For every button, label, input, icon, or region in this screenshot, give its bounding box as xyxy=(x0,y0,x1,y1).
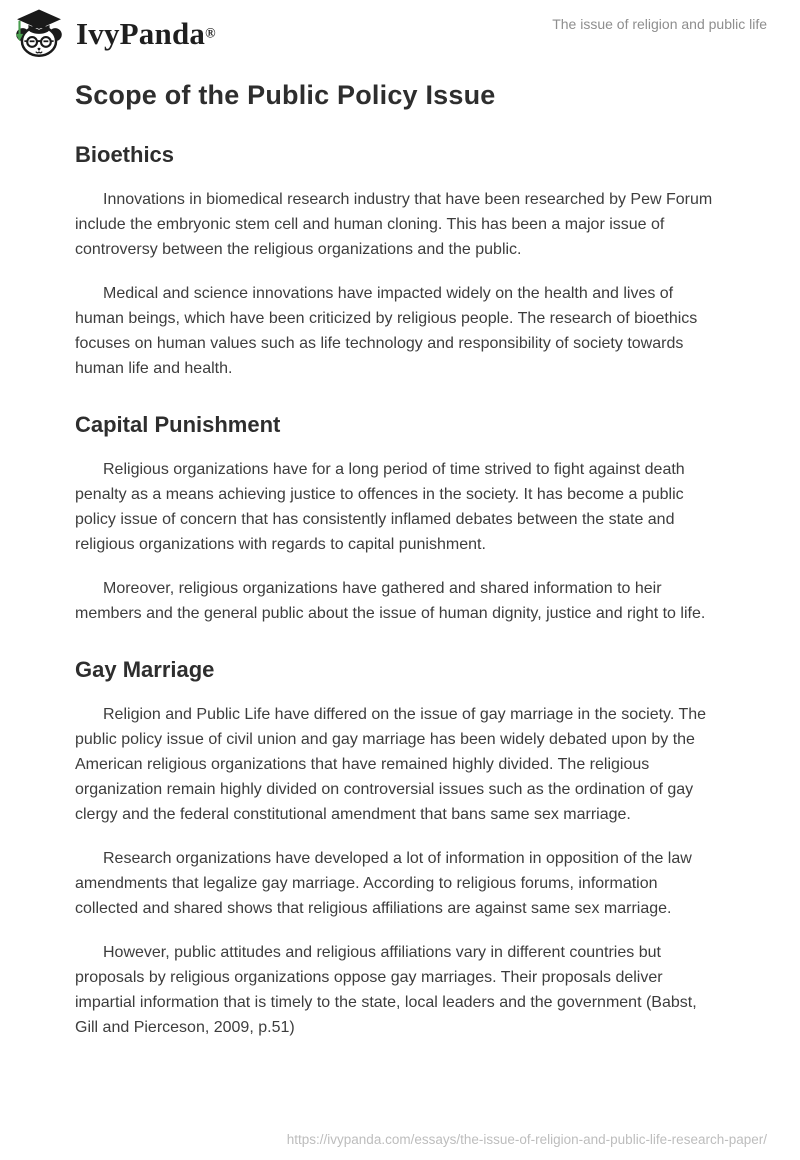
brand xyxy=(13,7,216,59)
registered-trademark-symbol: ® xyxy=(205,26,216,42)
section-heading-gay-marriage: Gay Marriage xyxy=(75,657,215,682)
page-footer xyxy=(287,1131,767,1149)
page-title: Scope of the Public Policy Issue xyxy=(75,80,496,110)
paragraph: Medical and science innovations have impacted widely on the health and lives of human beings, which have been criticized by religious people. The research of bioethics focuses on human values such as life technology and responsibility of society towards human life and health. xyxy=(75,285,698,377)
source-url: https://ivypanda.com/essays/the-issue-of-religion-and-public-life-research-paper/ xyxy=(286,1132,767,1147)
paragraph: Religious organizations have for a long period of time strived to fight against death penalty as a means achieving justice to offences in the society. It has become a public policy issue of concern that has consistently inflamed debates between the state and religious organizations with regards to capital punishment. xyxy=(75,461,685,553)
paragraph: However, public attitudes and religious affiliations vary in different countries but proposals by religious organizations oppose gay marriages. Their proposals deliver impartial information that is timely to the state, local leaders and the government (Babst, Gill and Pierceson, 2009, p.51) xyxy=(75,944,697,1036)
section-bioethics xyxy=(75,142,722,381)
section-gay-marriage xyxy=(75,657,722,1040)
section-capital-punishment xyxy=(75,412,722,626)
paragraph: Research organizations have developed a lot of information in opposition of the law amendments that legalize gay marriage. According to religious forums, information collected and shared shows that religious affiliations are against same sex marriage. xyxy=(75,850,692,917)
running-head-title: The issue of religion and public life xyxy=(552,16,767,32)
section-heading-bioethics: Bioethics xyxy=(75,142,175,167)
section-heading-capital-punishment: Capital Punishment xyxy=(75,412,281,437)
page-header xyxy=(0,0,800,59)
brand-wordmark: IvyPanda xyxy=(76,15,206,51)
paragraph: Innovations in biomedical research industry that have been researched by Pew Forum include the embryonic stem cell and human cloning. This has been a major issue of controversy between the religious organizations and the public. xyxy=(75,191,713,258)
document-content xyxy=(0,80,800,1040)
paragraph: Religion and Public Life have differed on the issue of gay marriage in the society. The public policy issue of civil union and gay marriage has been widely debated upon by the American religious organizations that have remained highly divided. The religious organization remain highly divided on controversial issues such as the ordination of gay clergy and the federal constitutional amendment that bans same sex marriage. xyxy=(75,706,707,823)
ivypanda-panda-logo-icon xyxy=(13,7,65,59)
paragraph: Moreover, religious organizations have gathered and shared information to heir members and the general public about the issue of human dignity, justice and right to life. xyxy=(75,580,706,622)
brand-name xyxy=(76,15,216,51)
